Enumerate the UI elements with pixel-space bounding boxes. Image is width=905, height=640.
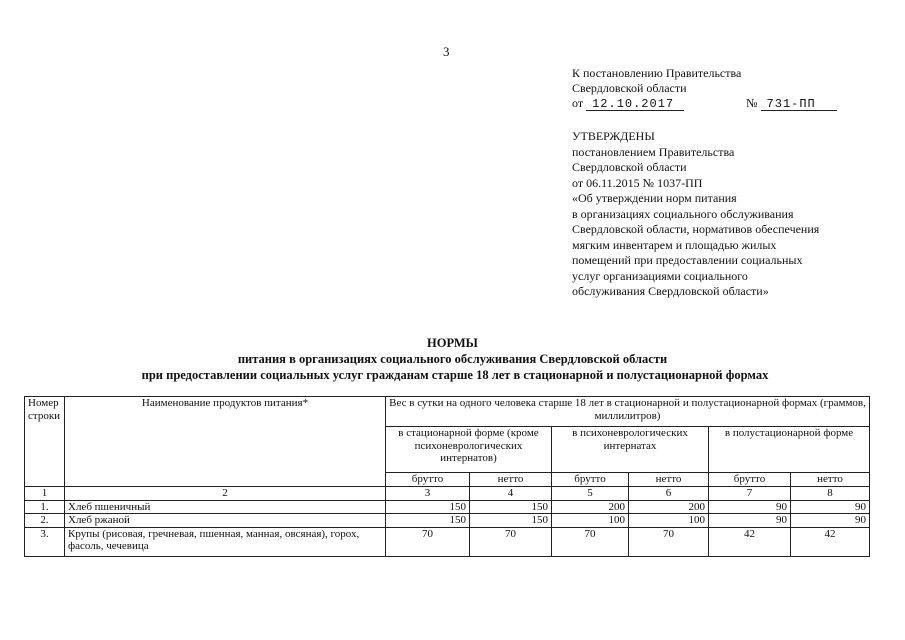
norms-table (24, 396, 870, 557)
header-semi: в полустационарной форме (709, 427, 870, 473)
value-cell: 90 (791, 500, 870, 514)
row-number: 2. (25, 514, 65, 528)
header-gross: брутто (709, 473, 791, 487)
value-cell: 70 (552, 527, 629, 556)
approved-line: Свердловской области (572, 160, 687, 174)
approved-line: помещений при предоставлении социальных (572, 253, 803, 267)
appendix-line: Свердловской области (572, 81, 687, 95)
header-net: нетто (470, 473, 552, 487)
approved-line: постановлением Правительства (572, 144, 735, 159)
appendix-date-line (572, 96, 872, 111)
value-cell: 42 (791, 527, 870, 556)
value-cell: 90 (709, 500, 791, 514)
value-cell: 150 (470, 514, 552, 528)
index-cell: 1 (25, 487, 65, 501)
header-stationary: в стационарной форме (кроме психоневрологических интернатов) (386, 427, 552, 473)
document-subtitle: при предоставлении социальных услуг гражданам старше 18 лет в стационарной и полустационарной формах (141, 368, 769, 382)
header-weight: Вес в сутки на одного человека старше 18 лет в стационарной и полустационарной формах (граммов, миллилитров) (386, 397, 870, 427)
value-cell: 150 (470, 500, 552, 514)
table-row (25, 527, 870, 556)
document-subtitle: питания в организациях социального обслуживания Свердловской области (237, 352, 668, 366)
product-name: Хлеб ржаной (65, 514, 386, 528)
approved-line: в организациях социального обслуживания (572, 206, 794, 221)
value-cell: 70 (470, 527, 552, 556)
handwritten-date: 12.10.2017 (586, 98, 684, 111)
approved-line: УТВЕРЖДЕНЫ (572, 129, 655, 143)
value-cell: 90 (709, 514, 791, 528)
value-cell: 150 (386, 514, 470, 528)
index-cell: 8 (791, 487, 870, 501)
table-row (25, 514, 870, 528)
value-cell: 100 (552, 514, 629, 528)
value-cell: 70 (386, 527, 470, 556)
header-gross: брутто (552, 473, 629, 487)
from-label: от (572, 96, 584, 110)
header-gross: брутто (386, 473, 470, 487)
product-name: Хлеб пшеничный (65, 500, 386, 514)
document-title: НОРМЫ (427, 336, 478, 350)
value-cell: 200 (629, 500, 709, 514)
index-cell: 7 (709, 487, 791, 501)
value-cell: 70 (629, 527, 709, 556)
index-cell: 4 (470, 487, 552, 501)
approved-line: Свердловской области, нормативов обеспечения (572, 222, 820, 236)
number-label: № (746, 96, 758, 110)
value-cell: 100 (629, 514, 709, 528)
header-product: Наименование продуктов питания* (65, 397, 386, 487)
index-cell: 3 (386, 487, 470, 501)
handwritten-number: 731-ПП (761, 98, 837, 111)
page-number: 3 (443, 44, 450, 59)
approved-line: «Об утверждении норм питания (572, 191, 737, 205)
index-cell: 6 (629, 487, 709, 501)
approved-block (572, 129, 882, 300)
approved-line: мягким инвентарем и площадью жилых (572, 237, 777, 252)
index-cell: 5 (552, 487, 629, 501)
value-cell: 150 (386, 500, 470, 514)
value-cell: 90 (791, 514, 870, 528)
approved-line: услуг организациями социального (572, 268, 748, 283)
row-number: 1. (25, 500, 65, 514)
index-row (25, 487, 870, 501)
value-cell: 200 (552, 500, 629, 514)
appendix-block (572, 66, 872, 111)
header-net: нетто (791, 473, 870, 487)
row-number: 3. (25, 527, 65, 556)
header-net: нетто (629, 473, 709, 487)
product-name: Крупы (рисовая, гречневая, пшенная, манная, овсяная), горох, фасоль, чечевица (65, 527, 386, 556)
header-psycho: в психоневрологических интернатах (552, 427, 709, 473)
table-row (25, 500, 870, 514)
appendix-line: К постановлению Правительства (572, 66, 742, 80)
value-cell: 42 (709, 527, 791, 556)
header-row-number: Номер строки (25, 397, 65, 487)
approved-line: от 06.11.2015 № 1037-ПП (572, 175, 703, 190)
approved-line: обслуживания Свердловской области» (572, 284, 769, 298)
index-cell: 2 (65, 487, 386, 501)
